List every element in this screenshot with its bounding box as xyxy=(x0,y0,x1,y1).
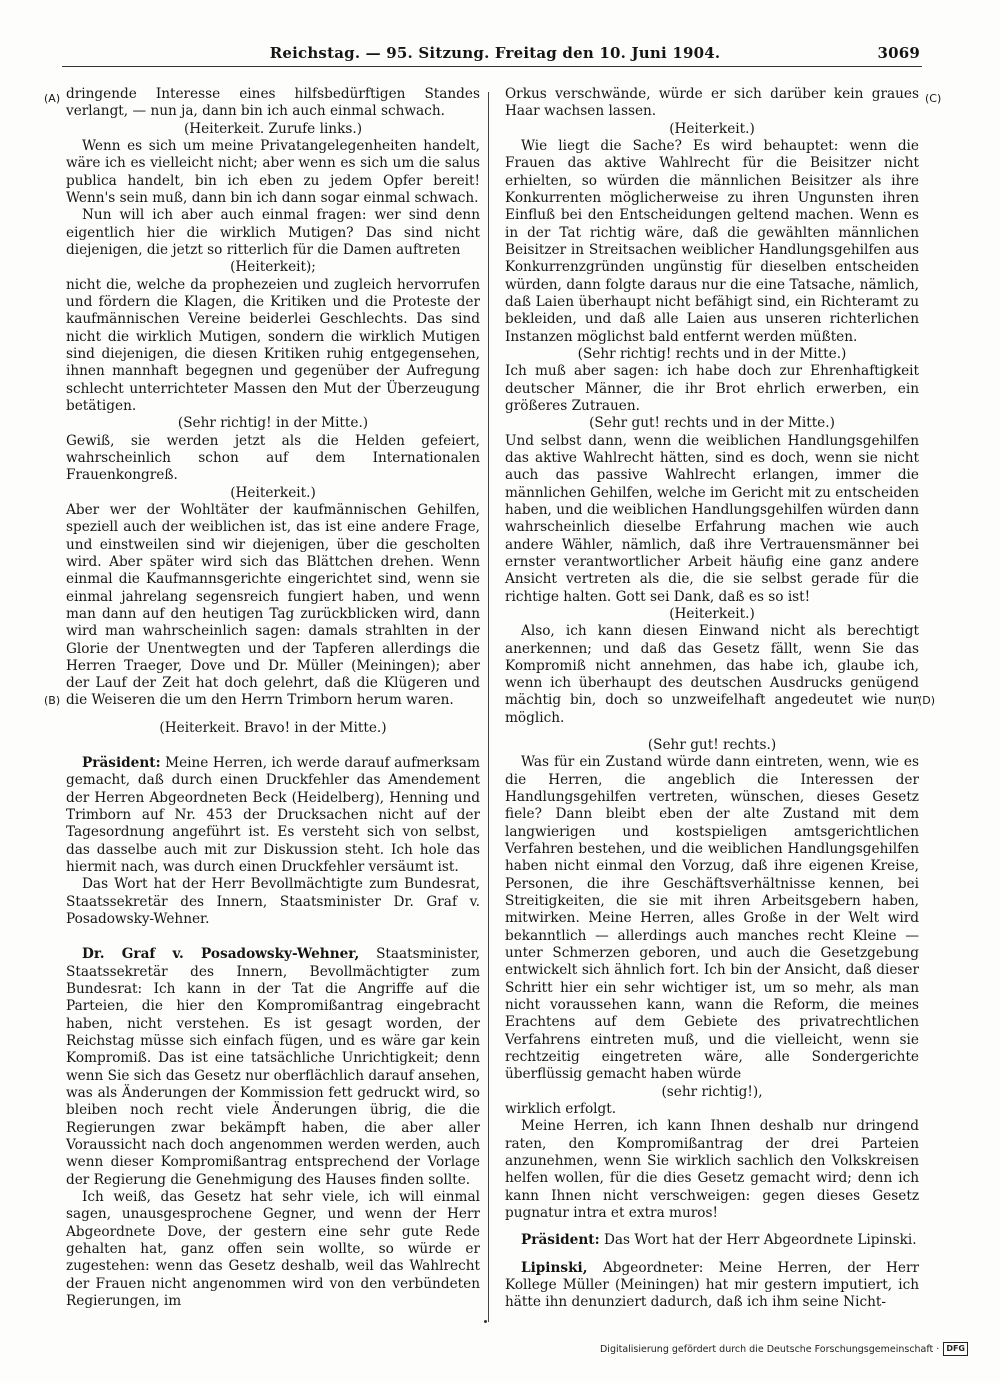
paragraph: Was für ein Zustand würde dann eintreten, wenn, wie es die Herren, die angeblich die Interessen der Handlungsgehilfen vertreten, wünschen, dieses Gesetz fiele? Dann bleibt eben der alte Zustand mit dem langwierigen und kostspieligen amtsgerichtlichen Verfahren bestehen, und die weiblichen Handlungsgehilfen haben nicht einmal den Vorzug, daß ihre eigenen Kreise, Personen, die ihre Geschäftsverhältnisse kennen, bei Streitigkeiten, die sie mit ihren Arbeitsgebern haben, mitwirken. Meine Herren, alles Große in der Welt wird bekanntlich — allerdings auch manches recht Kleine — unter Schmerzen geboren, und auch die Gesetzgebung entwickelt sich ähnlich fort. Ich bin der Ansicht, daß dieser Schritt hier ein sehr wichtiger ist, um so mehr, als man nicht voraussehen kann, wann die Reform, die meines Erachtens auf dem Gebiete des privatrechtlichen Verfahrens eintreten muß, und die vielleicht, wenn sie rechtzeitig eingetreten wäre, alle Sondergerichte überflüssig gemacht haben würde xyxy=(505,754,919,1083)
paragraph: Also, ich kann diesen Einwand nicht als berechtigt anerkennen; und daß das Gesetz fällt, wenn Sie das Kompromiß nicht annehmen, das habe ich, glaube ich, wenn ich überhaupt des deutschen Ausdrucks genügend mächtig bin, doch so unzweifelhaft angedeutet wie nur möglich. xyxy=(505,623,919,726)
speech-text: Staatsminister, Staatssekretär des Innern, Bevollmächtigter zum Bundesrat: Ich kann in der Tat die Angriffe auf die Parteien, die hier den Kompromißantrag eingebracht haben, nicht verstehen. Es ist gesagt worden, der Reichstag müsse sich einfach fügen, und es wäre gar kein Kompromiß. Das ist eine tatsächliche Unrichtigkeit; denn wenn Sie sich das Gesetz nur oberflächlich darauf ansehen, was als Änderungen der Kommission fett gedruckt wird, so bleiben noch recht viele Änderungen übrig, die die Regierungen zwar bekämpft haben, die aber aller Voraussicht nach doch angenommen werden werden, auch wenn dieser Kompromißantrag entsprechend der Vorlage der Regierung die Genehmigung des Hauses finden sollte. xyxy=(66,946,480,1188)
right-column xyxy=(505,86,919,1312)
paragraph: Aber wer der Wohltäter der kaufmännischen Gehilfen, speziell auch der weiblichen ist, das ist eine andere Frage, und einstweilen sind wir diejenigen, über die gescholten wird. Aber später wird sich das Blättchen drehen. Wenn einmal die Kaufmannsgerichte eingerichtet sind, wenn sie einmal jahrelang segensreich fungiert haben, und wenn man dann auf den heutigen Tag zurückblicken wird, dann wird man wahrscheinlich sagen: damals strahlten in der Glorie der Unentwegten und der Tapferen allerdings die Herren Traeger, Dove und Dr. Müller (Meiningen); aber der Lauf der Zeit hat doch gelehrt, daß die Klügeren und die Weiseren die um den Herrn Trimborn herum waren. xyxy=(66,501,480,709)
paragraph: Wenn es sich um meine Privatangelegenheiten handelt, wäre ich es vielleicht nicht; aber wenn es sich um die salus publica handelt, bin ich eben zu jedem Opfer bereit! Wenn's sein muß, dann bin ich dann sogar einmal schwach. xyxy=(66,137,480,206)
interjection: (Heiterkeit); xyxy=(230,259,316,276)
left-column xyxy=(66,86,480,1310)
margin-mark-a: (A) xyxy=(44,92,61,105)
interjection: (Sehr richtig! in der Mitte.) xyxy=(177,415,369,432)
speech-text: Das Wort hat der Herr Abgeordnete Lipinski. xyxy=(603,1232,917,1249)
header-rule xyxy=(62,66,922,67)
margin-mark-c: (C) xyxy=(925,92,942,105)
paragraph: Und selbst dann, wenn die weiblichen Handlungsgehilfen das aktive Wahlrecht hätten, sind es doch, wenn sie nicht auch das passive Wahlrecht erlangen, immer die männlichen Gehilfen, welche im Gericht mit zu entscheiden haben, und die weiblichen Handlungsgehilfen würden dann wahrscheinlich dieselbe Erfahrung machen wie auch andere Wähler, nämlich, daß ihre Vertrauensmänner bei ernster verantwortlicher Arbeit häufig eine ganz andere Ansicht vertreten als die, die sie selbst gerade für die richtige halten. Gott sei Dank, daß es so ist! xyxy=(505,432,919,605)
paragraph: Orkus verschwände, würde er sich darüber kein graues Haar wachsen lassen. xyxy=(505,86,919,120)
speech-text: Abgeordneter: Meine Herren, der Herr Kollege Müller (Meiningen) hat mir gestern imputiert, ich hätte ihn denunziert dadurch, daß ich ihm seine Nicht- xyxy=(505,1259,919,1311)
interjection: (Sehr richtig! rechts und in der Mitte.) xyxy=(577,345,847,362)
interjection: (Heiterkeit.) xyxy=(230,484,316,501)
column-divider xyxy=(488,92,489,1322)
paragraph: Ich weiß, das Gesetz hat sehr viele, ich will einmal sagen, unausgesprochene Gegner, und wenn der Herr Abgeordnete Dove, der gestern eine sehr gute Rede gehalten hat, ganz offen sein wollte, so würde er zugestehen: wenn das Gesetz deshalb, weil das Wahlrecht der Frauen nicht angenommen wird von den verbündeten Regierungen, im xyxy=(66,1189,480,1309)
header-title: Reichstag. — 95. Sitzung. Freitag den 10. Juni 1904. xyxy=(269,44,721,62)
speaker-name: Präsident: xyxy=(82,755,161,772)
speech-paragraph xyxy=(66,946,480,1189)
interjection: (Sehr gut! rechts.) xyxy=(647,737,777,754)
paragraph: Gewiß, sie werden jetzt als die Helden gefeiert, wahrscheinlich schon auf dem Internationalen Frauenkongreß. xyxy=(66,432,480,484)
interjection: (Heiterkeit.) xyxy=(669,120,755,137)
speech-text: Meine Herren, ich werde darauf aufmerksam gemacht, daß durch einen Druckfehler das Amendement der Herren Abgeordneten Beck (Heidelberg), Henning und Trimborn auf Nr. 453 der Drucksachen nicht auf der Tagesordnung angeführt ist. Es versteht sich von selbst, das dasselbe auch mit zur Diskussion steht. Ich hole das hiermit nach, was durch einen Druckfehler versäumt ist. xyxy=(66,755,480,876)
interjection: (Heiterkeit. Bravo! in der Mitte.) xyxy=(159,719,387,736)
footer-text: Digitalisierung gefördert durch die Deutsche Forschungsgemeinschaft · xyxy=(599,1343,940,1355)
margin-mark-b: (B) xyxy=(44,694,61,707)
speech-paragraph xyxy=(505,1232,919,1249)
page-number: 3069 xyxy=(877,44,920,62)
paragraph: Ich muß aber sagen: ich habe doch zur Ehrenhaftigkeit deutscher Männer, die ihr Brot ehrlich erwerben, ein größeres Zutrauen. xyxy=(505,363,919,414)
dfg-logo: DFG xyxy=(943,1342,968,1356)
digitization-footer xyxy=(600,1342,968,1356)
interjection: (sehr richtig!), xyxy=(661,1083,763,1100)
paragraph: Das Wort hat der Herr Bevollmächtigte zum Bundesrat, Staatssekretär des Innern, Staatsminister Dr. Graf v. Posadowsky-Wehner. xyxy=(66,876,480,928)
paragraph: nicht die, welche da prophezeien und zugleich hervorrufen und fördern die Klagen, die Kritiken und die Proteste der kaufmännischen Vereine beiderlei Geschlechts. Das sind nicht die wirklich Mutigen, sondern die wirklich Mutigen sind diejenigen, die diesen Kritiken ruhig entgegensehen, ihnen mannhaft begegnen und gegenüber der Aufregung schlecht unterrichteter Massen den Mut der Überzeugung betätigen. xyxy=(66,276,480,414)
paragraph: dringende Interesse eines hilfsbedürftigen Standes verlangt, — nun ja, dann bin ich auch einmal schwach. xyxy=(66,86,480,120)
speech-paragraph xyxy=(66,755,480,876)
paragraph: Meine Herren, ich kann Ihnen deshalb nur dringend raten, den Kompromißantrag der drei Parteien anzunehmen, wenn Sie wirklich sachlich den Volkskreisen helfen wollen, für die dies Gesetz gemacht wird; denn ich kann Ihnen nicht verschweigen: gegen dieses Gesetz pugnatur intra et extra muros! xyxy=(505,1118,919,1221)
speech-paragraph xyxy=(505,1260,919,1312)
divider-end-dot xyxy=(484,1320,487,1323)
interjection: (Heiterkeit. Zurufe links.) xyxy=(183,120,363,137)
speaker-name: Dr. Graf v. Posadowsky-Wehner, xyxy=(82,946,360,963)
paragraph: Nun will ich aber auch einmal fragen: wer sind denn eigentlich hier die wirklich Mutigen? Das sind nicht diejenigen, die jetzt so ritterlich für die Damen auftreten xyxy=(66,207,480,258)
paragraph: wirklich erfolgt. xyxy=(505,1101,617,1118)
margin-mark-d: (D) xyxy=(918,694,936,707)
interjection: (Heiterkeit.) xyxy=(669,605,755,622)
page-header xyxy=(70,44,920,66)
paragraph: Wie liegt die Sache? Es wird behauptet: wenn die Frauen das aktive Wahlrecht für die Beisitzer nicht erhielten, so würden die männlichen Beisitzer als ihre Konkurrenten möglicherweise zu ihren Ungunsten ihren Einfluß bei den Entscheidungen geltend machen. Wenn es in der Tat richtig wäre, daß die gewählten männlichen Beisitzer in Streitsachen weiblicher Handlungsgehilfen aus Konkurrenzgründen ungünstig für dieselben entscheiden würden, dann folgte daraus nur die eine Tatsache, nämlich, daß Laien überhaupt nicht befähigt sind, ein Richteramt zu bekleiden, und daß alle Laien aus unseren richterlichen Instanzen möglichst bald entfernt werden müßten. xyxy=(505,137,919,345)
interjection: (Sehr gut! rechts und in der Mitte.) xyxy=(589,415,835,432)
speaker-name: Lipinski, xyxy=(521,1259,588,1276)
speaker-name: Präsident: xyxy=(521,1232,600,1249)
